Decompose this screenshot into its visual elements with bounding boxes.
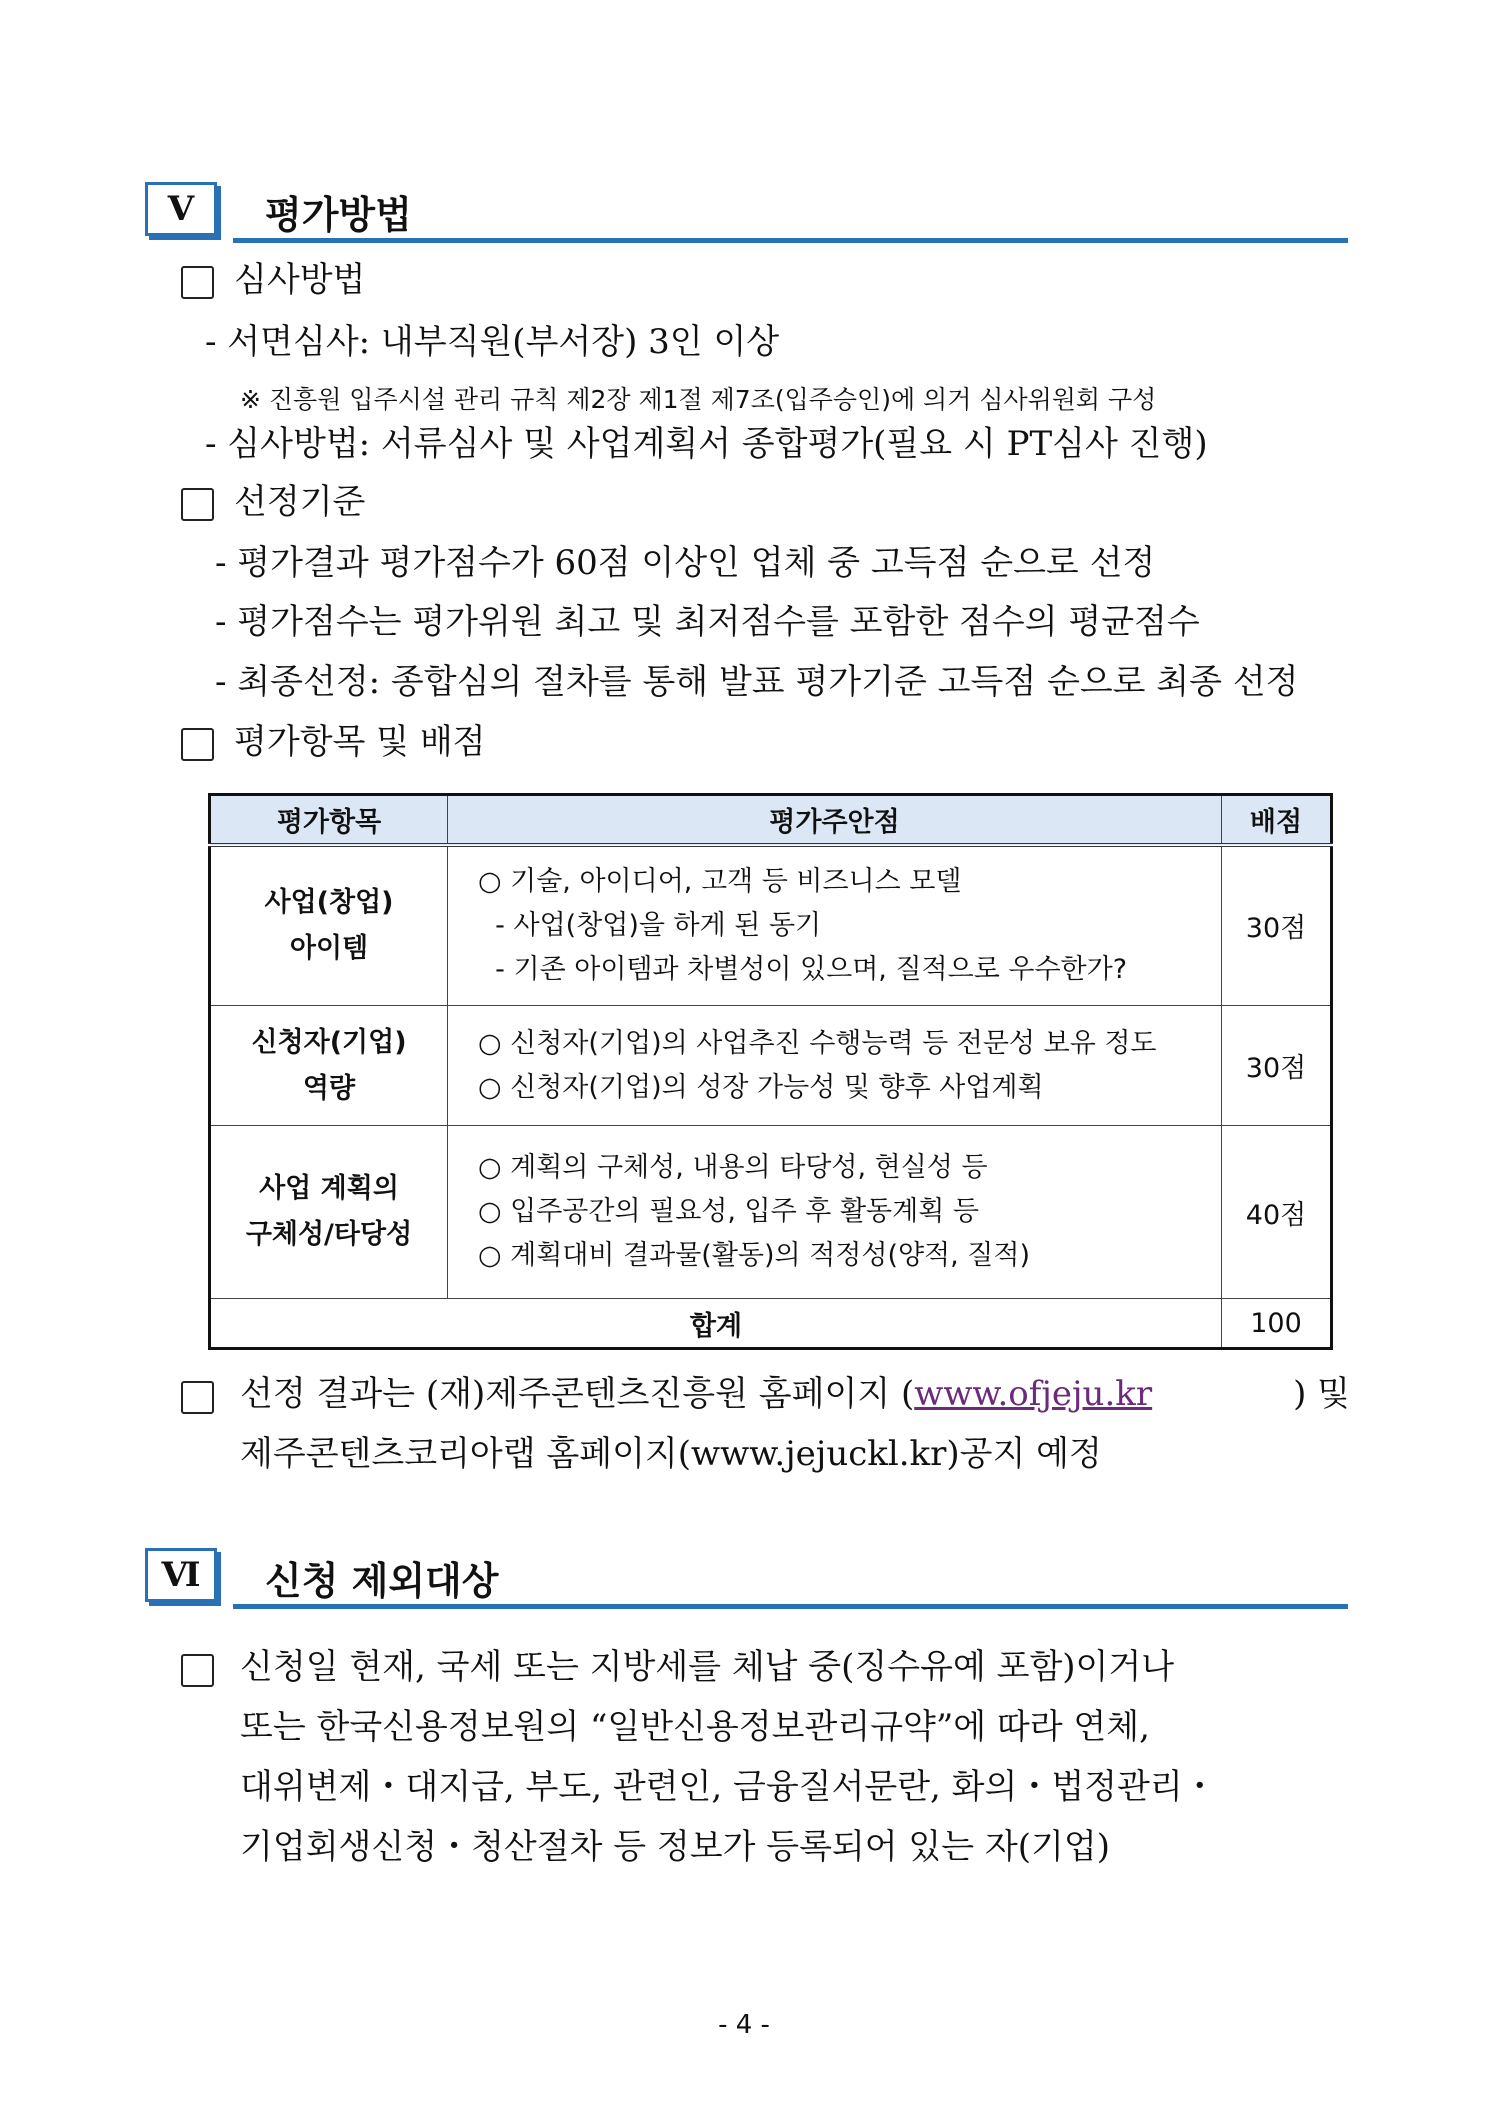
review-note: ※ 진흥원 입주시설 관리 규칙 제2장 제1절 제7조(입주승인)에 의거 심사위원회 구성 — [240, 385, 1157, 414]
point-line: ○ 계획대비 결과물(활동)의 적정성(양적, 질적) — [478, 1240, 1030, 1271]
homepage-link[interactable]: www.ofjeju.kr — [914, 1374, 1153, 1414]
category-line: 신청자(기업) — [251, 1026, 407, 1058]
items-heading: 평가항목 및 배점 — [234, 722, 486, 762]
checkbox-icon — [181, 728, 214, 761]
point-line: - 사업(창업)을 하게 된 동기 — [478, 909, 822, 941]
page-number: - 4 - — [718, 2010, 770, 2040]
criteria-item-3: - 최종선정: 종합심의 절차를 통해 발표 평가기준 고득점 순으로 최종 선정 — [215, 662, 1299, 702]
table-total-row — [210, 1299, 1332, 1349]
result-text-pre: 선정 결과는 (재)제주콘텐츠진흥원 홈페이지 ( — [240, 1374, 915, 1414]
row-category — [210, 1006, 448, 1126]
total-label: 합계 — [210, 1299, 1222, 1349]
table-row — [210, 845, 1332, 1006]
category-line: 사업(창업) — [264, 886, 394, 918]
table-row — [210, 1126, 1332, 1299]
criteria-heading: 선정기준 — [234, 482, 366, 522]
row-points — [448, 1006, 1222, 1126]
row-category — [210, 1126, 448, 1299]
criteria-item-2: - 평가점수는 평가위원 최고 및 최저점수를 포함한 점수의 평균점수 — [215, 602, 1200, 642]
review-item-1: - 서면심사: 내부직원(부서장) 3인 이상 — [205, 322, 780, 362]
review-item-2: - 심사방법: 서류심사 및 사업계획서 종합평가(필요 시 PT심사 진행) — [205, 424, 1208, 464]
result-line-2: 제주콘텐츠코리아랩 홈페이지(www.jejuckl.kr)공지 예정 — [240, 1434, 1102, 1474]
section-5-header — [145, 182, 1350, 244]
section-6-numeral: Ⅵ — [145, 1548, 217, 1602]
row-score: 30점 — [1222, 845, 1332, 1006]
row-points — [448, 1126, 1222, 1299]
point-line: ○ 기술, 아이디어, 고객 등 비즈니스 모델 — [478, 865, 962, 897]
exclusion-line-3: 대위변제・대지급, 부도, 관련인, 금융질서문란, 화의・법정관리・ — [240, 1767, 1217, 1807]
section-5-numeral: V — [145, 182, 217, 236]
table-row — [210, 1006, 1332, 1126]
category-line: 역량 — [302, 1072, 356, 1104]
total-score: 100 — [1222, 1299, 1332, 1349]
section-5-title: 평가방법 — [265, 193, 412, 237]
header-category: 평가항목 — [210, 795, 448, 845]
result-text-post: ) 및 — [1293, 1374, 1350, 1414]
point-line: ○ 입주공간의 필요성, 입주 후 활동계획 등 — [478, 1196, 979, 1227]
point-line: - 기존 아이템과 차별성이 있으며, 질적으로 우수한가? — [478, 953, 1128, 985]
section-6-rule — [233, 1604, 1348, 1609]
section-6-title: 신청 제외대상 — [265, 1559, 499, 1603]
category-line: 사업 계획의 — [259, 1173, 399, 1204]
checkbox-icon — [181, 488, 214, 521]
header-score: 배점 — [1222, 795, 1332, 845]
exclusion-line-4: 기업회생신청・청산절차 등 정보가 등록되어 있는 자(기업) — [240, 1827, 1110, 1867]
criteria-item-1: - 평가결과 평가점수가 60점 이상인 업체 중 고득점 순으로 선정 — [215, 543, 1156, 583]
evaluation-table — [208, 793, 1333, 1350]
row-category — [210, 845, 448, 1006]
point-line: ○ 신청자(기업)의 사업추진 수행능력 등 전문성 보유 정도 — [478, 1027, 1157, 1059]
row-score: 40점 — [1222, 1126, 1332, 1299]
checkbox-icon — [181, 266, 214, 299]
exclusion-line-1: 신청일 현재, 국세 또는 지방세를 체납 중(징수유예 포함)이거나 — [240, 1647, 1175, 1687]
checkbox-icon — [181, 1381, 214, 1414]
point-line: ○ 계획의 구체성, 내용의 타당성, 현실성 등 — [478, 1152, 988, 1183]
row-points — [448, 845, 1222, 1006]
header-points: 평가주안점 — [448, 795, 1222, 845]
row-score: 30점 — [1222, 1006, 1332, 1126]
category-line: 구체성/타당성 — [245, 1219, 413, 1250]
section-5-rule — [233, 238, 1348, 243]
exclusion-line-2: 또는 한국신용정보원의 “일반신용정보관리규약”에 따라 연체, — [240, 1707, 1150, 1747]
review-heading: 심사방법 — [234, 260, 366, 300]
category-line: 아이템 — [289, 932, 369, 964]
checkbox-icon — [181, 1654, 214, 1687]
point-line: ○ 신청자(기업)의 성장 가능성 및 향후 사업계획 — [478, 1071, 1044, 1103]
result-line-1 — [240, 1372, 1350, 1416]
section-6-header — [145, 1548, 1350, 1610]
table-header-row — [210, 795, 1332, 845]
